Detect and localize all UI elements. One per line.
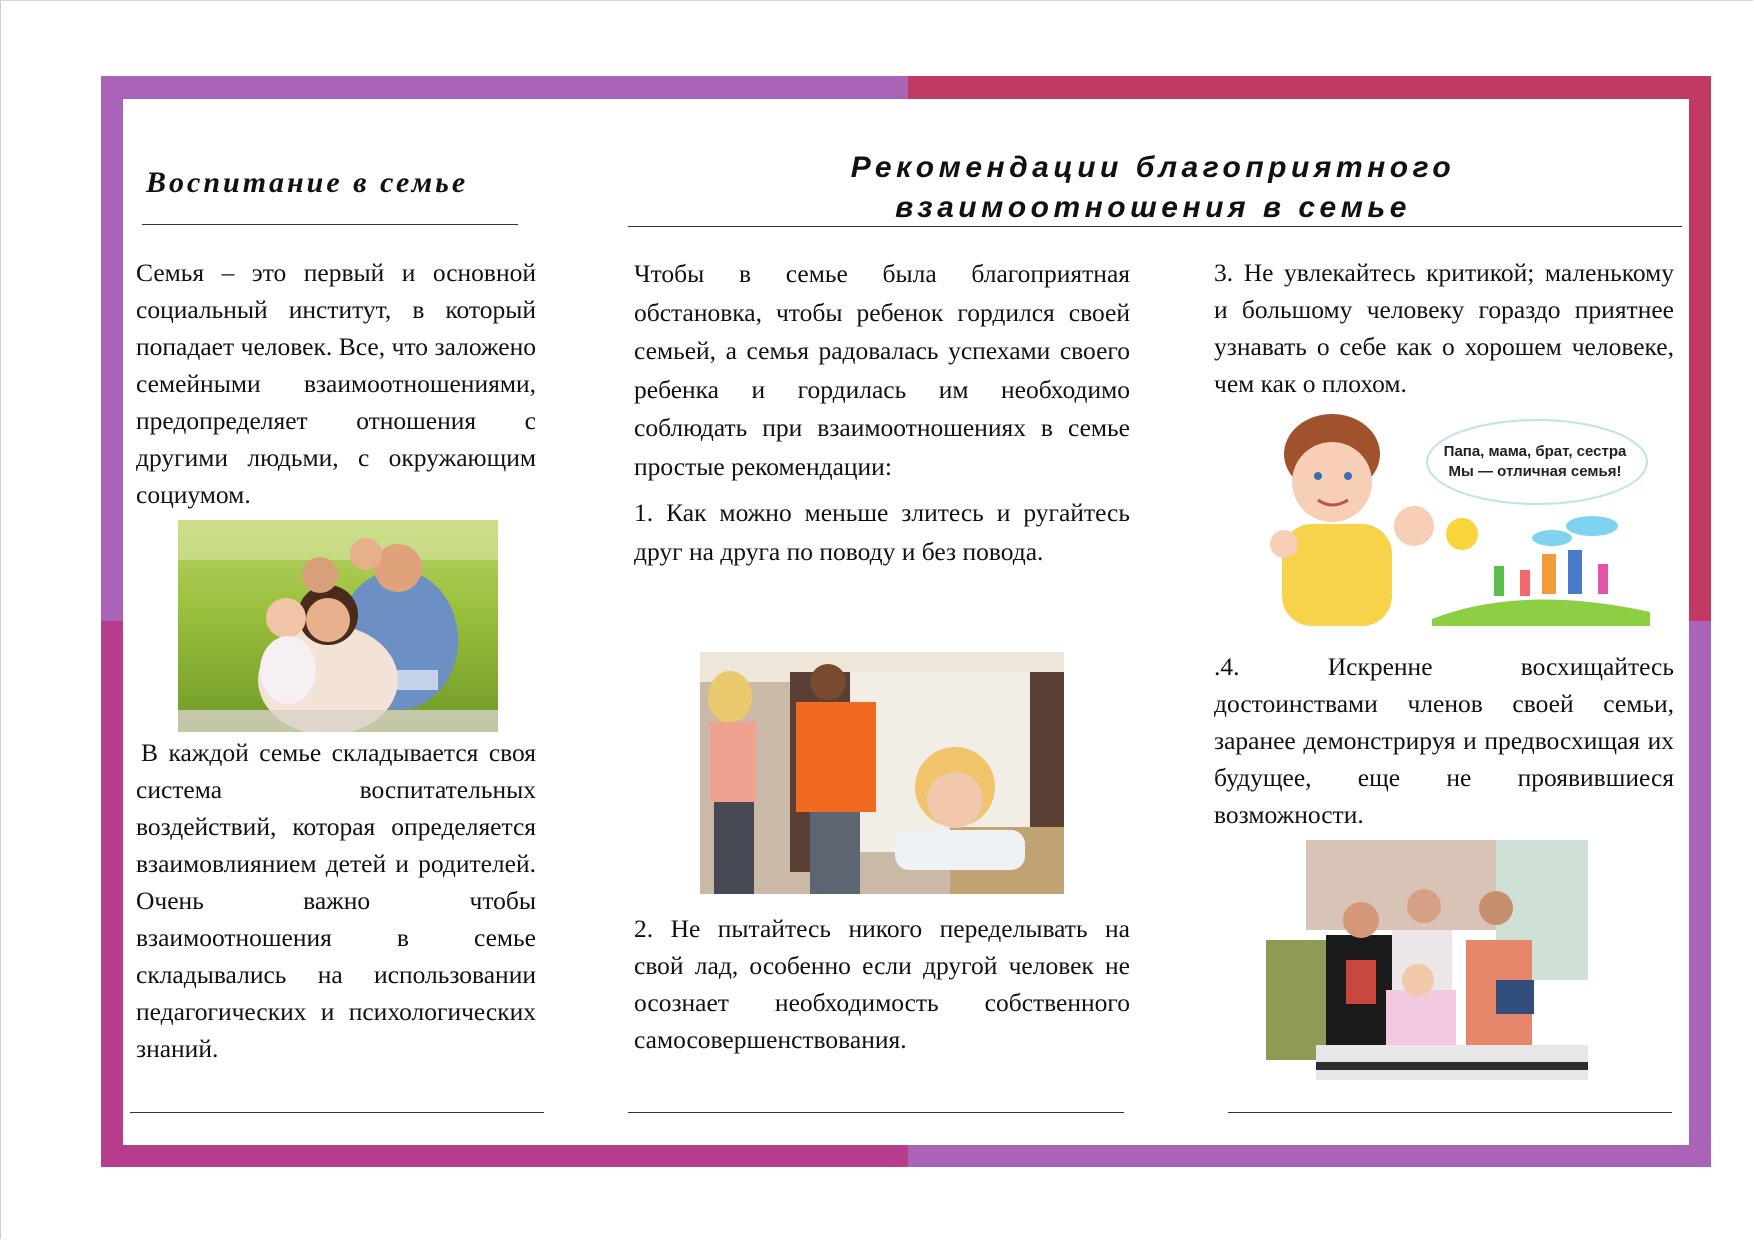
family-photo [178,520,498,732]
left-paragraph-2: В каждой семье складывается своя система воспитательных воздействий, которая определяется взаимовлиянием детей и родителей. Очень важно чтобы взаимоотношения в семье складывались на использовании педагогических и психологических знаний. [136,738,536,1063]
left-text-bottom [136,734,536,1067]
left-bottom-rule [130,1112,544,1113]
speech-bubble-line-1: Папа, мама, брат, сестра [1443,443,1627,460]
recommendation-3: 3. Не увлекайтесь критикой; маленькому и большому человеку гораздо приятнее узнавать о себе как о хорошем человеке, чем как о плохом. [1214,258,1674,398]
middle-intro: Чтобы в семье была благоприятная обстановка, чтобы ребенок гордился своей семьей, а семья радовалась успехами своего ребенка и гордилась им необходимо соблюдать при взаимоотношениях в семье простые рекомендации: [634,259,1130,481]
recommendation-4: .4. Искренне восхищайтесь достоинствами членов своей семьи, заранее демонстрируя и предвосхищая их будущее, еще не проявившиеся возможности. [1214,652,1674,829]
main-title-line-1: Рекомендации благоприятного [850,151,1456,184]
left-text-top [136,254,536,513]
middle-text-bottom [634,910,1130,1058]
quarrel-photo [700,652,1064,894]
right-text-middle [1214,648,1674,833]
left-title-rule [142,224,518,225]
left-title: Воспитание в семье [146,166,469,199]
right-bottom-rule [1228,1112,1672,1113]
recommendation-1: 1. Как можно меньше злитесь и ругайтесь друг на друга по поводу и без повода. [634,498,1130,566]
middle-text-top [634,255,1130,571]
main-title [626,148,1680,228]
speech-bubble-line-2: Мы — отличная семья! [1448,463,1622,480]
recommendation-2: 2. Не пытайтесь никого переделывать на свой лад, особенно если другой человек не осознает необходимость собственного самосовершенствования. [634,914,1130,1054]
main-title-line-2: взаимоотношения в семье [895,191,1411,224]
main-title-rule [628,226,1682,227]
left-paragraph-1: Семья – это первый и основной социальный институт, в который попадает человек. Все, что заложено семейными взаимоотношениями, предопределяет отношения с другими людьми, с окружающим социумом. [136,258,536,509]
middle-bottom-rule [628,1112,1124,1113]
right-text-top [1214,254,1674,402]
family-with-certificates-photo [1266,840,1588,1080]
child-drawing-illustration [1262,414,1650,626]
